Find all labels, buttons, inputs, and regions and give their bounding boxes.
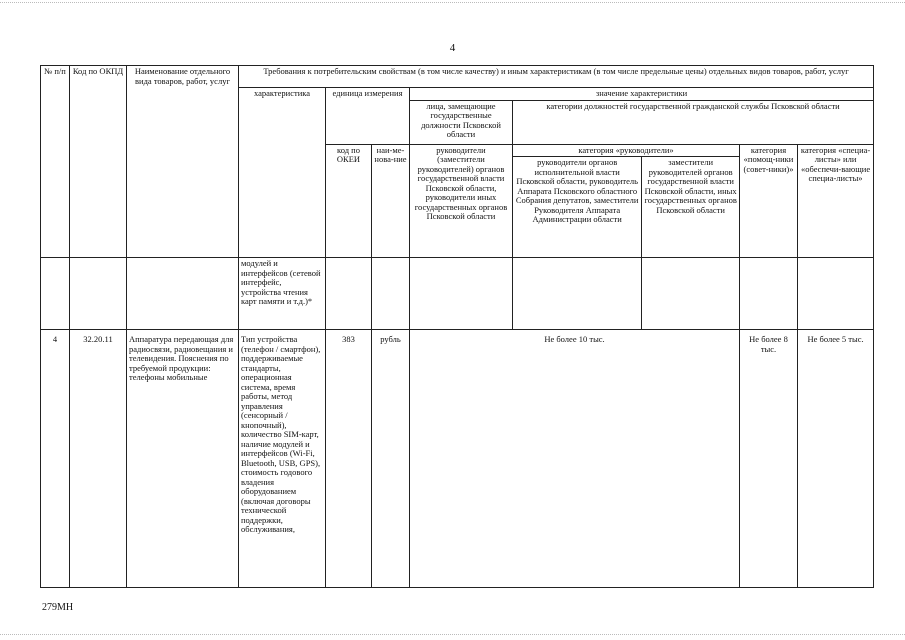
header-row-1	[41, 66, 874, 88]
header-cat-specialists: категория «специа-листы» или «обеспечи-вающие специа-листы»	[798, 144, 874, 258]
header-requirements: Требования к потребительским свойствам (в том числе качеству) и иным характеристикам (в том числе предельные цены) отдельных видов товаров, работ, услуг	[239, 66, 874, 88]
page-number: 4	[449, 42, 456, 54]
document-code: 279МН	[42, 602, 74, 613]
header-heads: руководители (заместители руководителей) органов государственной власти Псковской области, руководители иных государственных органов Псковской области	[410, 144, 513, 258]
cont-cell-name	[127, 258, 239, 330]
header-cat-assistants: категория «помощ-ники (совет-ники)»	[740, 144, 798, 258]
header-unit: единица измерения	[326, 88, 410, 145]
header-cat-heads-sub2: заместители руководителей органов государственной власти Псковской области, иных государственных органов Псковской области	[644, 157, 737, 215]
header-cat-heads-block	[513, 144, 740, 258]
row-num: 4	[41, 330, 70, 588]
header-cat-heads: категория «руководители»	[513, 145, 739, 157]
header-name: Наименование отдельного вида товаров, работ, услуг	[127, 66, 239, 258]
row-name: Аппаратура передающая для радиосвязи, радиовещания и телевидения. Пояснения по требуемой продукции: телефоны мобильные	[127, 330, 239, 588]
row-value-main: Не более 10 тыс.	[410, 330, 740, 588]
continuation-row	[41, 258, 874, 330]
bottom-scan-edge	[0, 634, 905, 635]
cont-cell-heads2	[642, 258, 740, 330]
header-value: значение характеристики	[410, 88, 874, 101]
row-value-assistants: Не более 8 тыс.	[740, 330, 798, 588]
cont-cell-specialists	[798, 258, 874, 330]
cont-characteristic: модулей и интерфейсов (сетевой интерфейс, устройства чтения карт памяти и т.д.)*	[239, 258, 326, 330]
header-num: № п/п	[41, 66, 70, 258]
header-categories: категории должностей государственной гражданской службы Псковской области	[513, 100, 874, 144]
cont-cell-assistants	[740, 258, 798, 330]
top-scan-edge	[0, 2, 905, 3]
cont-cell-persons	[410, 258, 513, 330]
row-okei: 383	[326, 330, 372, 588]
cont-cell-heads1	[513, 258, 642, 330]
header-okei-code: код по ОКЕИ	[326, 144, 372, 258]
cont-cell-unit	[372, 258, 410, 330]
header-characteristic: характеристика	[239, 88, 326, 258]
cat-heads-subtable	[513, 145, 739, 258]
header-unit-name: наи-ме-нова-ние	[372, 144, 410, 258]
header-cat-heads-sub1: руководители органов исполнительной власти Псковской области, руководитель Аппарата Псковского областного Собрания депутатов, заместители Руководителя Аппарата Администрации области	[513, 157, 642, 258]
row-unit: рубль	[372, 330, 410, 588]
row-okpd: 32.20.11	[70, 330, 127, 588]
table-row	[41, 330, 874, 588]
header-okpd: Код по ОКПД	[70, 66, 127, 258]
header-persons: лица, замещающие государственные должности Псковской области	[410, 100, 513, 144]
row-characteristic: Тип устройства (телефон / смартфон), поддерживаемые стандарты, операционная система, время работы, метод управления (сенсорный / кнопочный), количество SIM-карт, наличие модулей и интерфейсов (Wi-Fi, Bluetooth, USB, GPS), стоимость годового владения оборудованием (включая договоры технической поддержки, обслуживания,	[239, 330, 326, 588]
cont-cell-okpd	[70, 258, 127, 330]
cont-cell-okei	[326, 258, 372, 330]
cont-cell-num	[41, 258, 70, 330]
requirements-table	[40, 65, 874, 588]
row-value-specialists: Не более 5 тыс.	[798, 330, 874, 588]
